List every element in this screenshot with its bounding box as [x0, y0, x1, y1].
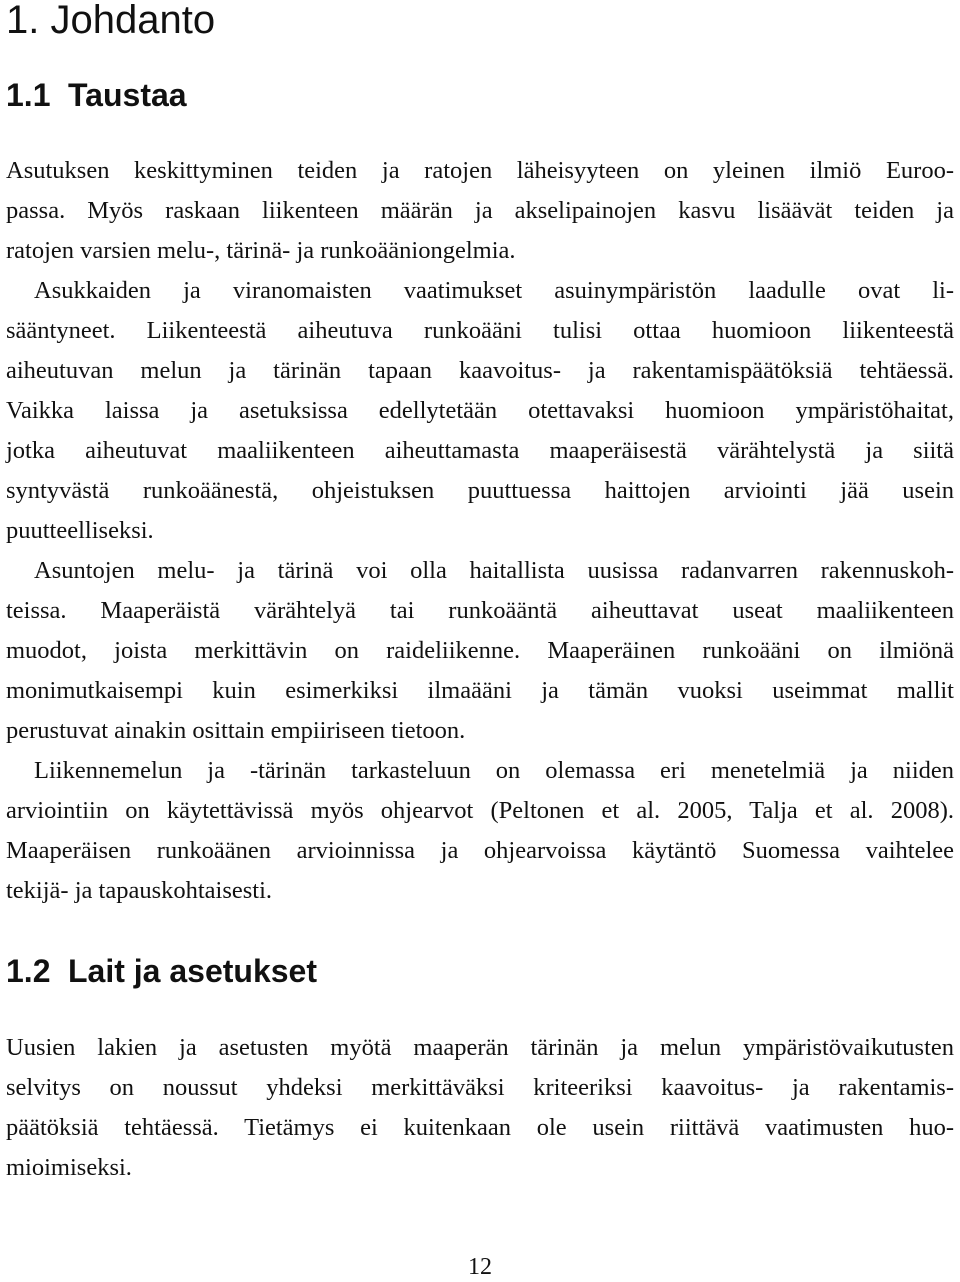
paragraph-line: muodot, joista merkittävin on raideliikenne. Maaperäinen runkoääni on ilmiönä: [6, 637, 954, 664]
paragraph-line: teissa. Maaperäistä värähtelyä tai runkoääntä aiheuttavat useat maaliikenteen: [6, 597, 954, 624]
paragraph-line: Maaperäisen runkoäänen arvioinnissa ja ohjearvoissa käytäntö Suomessa vaihtelee: [6, 837, 954, 864]
section-number: 1.2: [6, 953, 51, 989]
paragraph-line: mioimiseksi.: [6, 1154, 132, 1181]
paragraph-line: Vaikka laissa ja asetuksissa edellytetään otettavaksi huomioon ympäristöhaitat,: [6, 397, 954, 424]
paragraph-line: Uusien lakien ja asetusten myötä maaperän tärinän ja melun ympäristövaikutusten: [6, 1034, 954, 1061]
paragraph-line: puutteelliseksi.: [6, 517, 154, 544]
paragraph-line: perustuvat ainakin osittain empiiriseen tietoon.: [6, 717, 466, 744]
paragraph-line: arviointiin on käytettävissä myös ohjearvot (Peltonen et al. 2005, Talja et al. 2008).: [6, 797, 954, 824]
chapter-title: 1. Johdanto: [6, 0, 216, 42]
paragraph-line: selvitys on noussut yhdeksi merkittäväksi kriteeriksi kaavoitus- ja rakentamis-: [6, 1074, 954, 1101]
paragraph-line: tekijä- ja tapauskohtaisesti.: [6, 877, 273, 904]
section-heading-lait-ja-asetukset: [6, 950, 317, 992]
paragraph-line: aiheutuvan melun ja tärinän tapaan kaavoitus- ja rakentamispäätöksiä tehtäessä.: [6, 357, 954, 384]
paragraph-line: Asutuksen keskittyminen teiden ja ratojen läheisyyteen on yleinen ilmiö Euroo-: [6, 157, 954, 184]
page-number: 12: [468, 1254, 492, 1280]
paragraph-line: syntyvästä runkoäänestä, ohjeistuksen puuttuessa haittojen arviointi jää usein: [6, 477, 954, 504]
paragraph-line: sääntyneet. Liikenteestä aiheutuva runkoääni tulisi ottaa huomioon liikenteestä: [6, 317, 954, 344]
paragraph-line: Asukkaiden ja viranomaisten vaatimukset asuinympäristön laadulle ovat li-: [34, 277, 954, 304]
section-heading-taustaa: [6, 74, 187, 116]
paragraph-line: monimutkaisempi kuin esimerkiksi ilmaääni ja tämän vuoksi useimmat mallit: [6, 677, 954, 704]
paragraph-line: Liikennemelun ja -tärinän tarkasteluun on olemassa eri menetelmiä ja niiden: [34, 757, 954, 784]
section-title: Taustaa: [68, 77, 187, 113]
paragraph-line: Asuntojen melu- ja tärinä voi olla haitallista uusissa radanvarren rakennuskoh-: [34, 557, 954, 584]
section-number: 1.1: [6, 77, 51, 113]
paragraph-line: päätöksiä tehtäessä. Tietämys ei kuitenkaan ole usein riittävä vaatimusten huo-: [6, 1114, 954, 1141]
section-title: Lait ja asetukset: [68, 953, 317, 989]
paragraph-line: jotka aiheutuvat maaliikenteen aiheuttamasta maaperäisestä värähtelystä ja siitä: [6, 437, 954, 464]
paragraph-line: passa. Myös raskaan liikenteen määrän ja akselipainojen kasvu lisäävät teiden ja: [6, 197, 954, 224]
paragraph-line: ratojen varsien melu-, tärinä- ja runkoääniongelmia.: [6, 237, 516, 264]
